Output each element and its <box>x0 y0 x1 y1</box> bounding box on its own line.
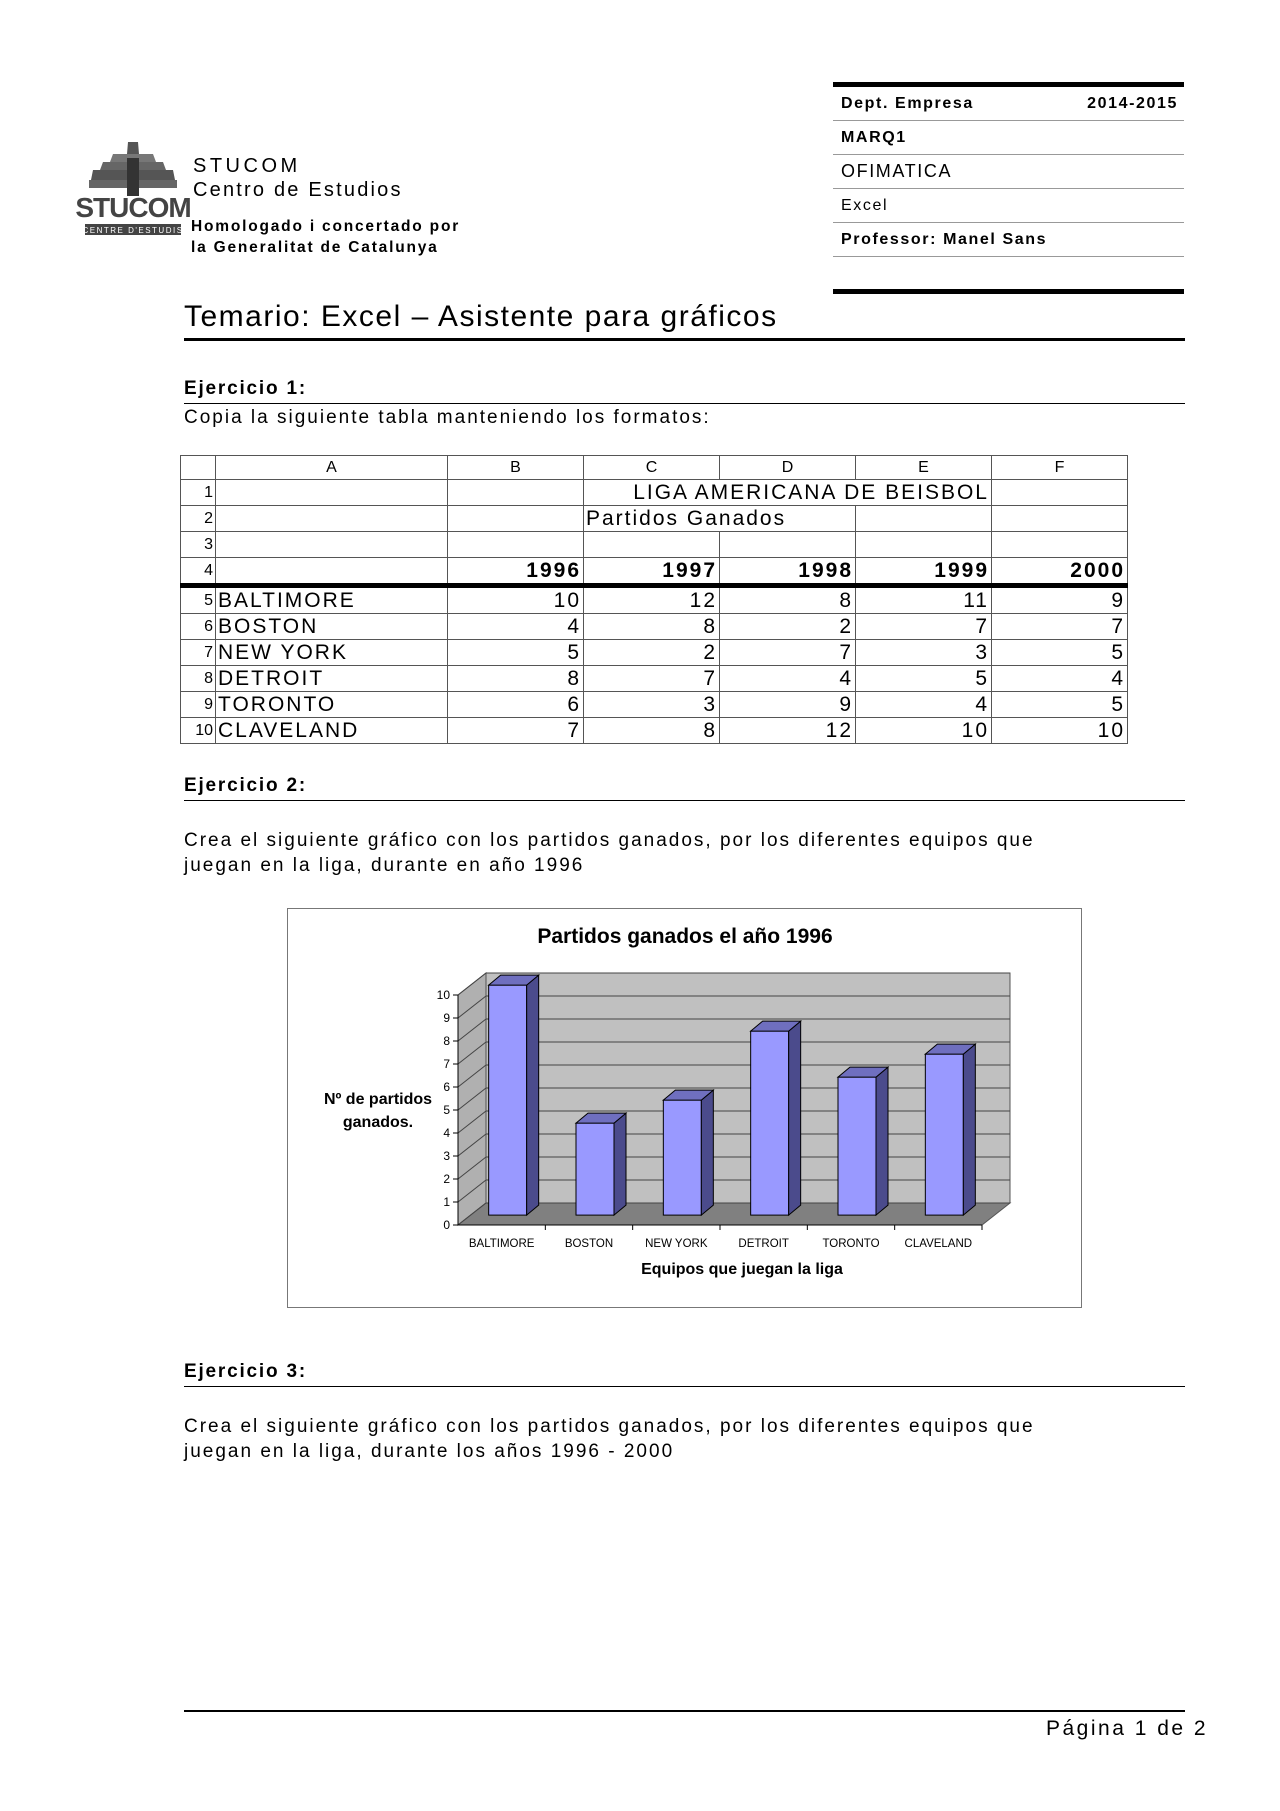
y-tick-label: 2 <box>443 1172 450 1186</box>
x-axis-label: Equipos que juegan la liga <box>641 1261 843 1278</box>
page-title: Temario: Excel – Asistente para gráficos <box>184 300 778 333</box>
wins-cell: 5 <box>856 666 992 692</box>
sheet-row-3: 3 <box>181 532 1128 558</box>
title-underline <box>184 338 1185 341</box>
column-header: E <box>856 456 992 480</box>
wins-cell: 12 <box>720 718 856 744</box>
wins-cell: 8 <box>584 718 720 744</box>
team-row <box>181 692 1128 718</box>
bar-chart <box>287 908 1082 1308</box>
y-axis-label: Nº de partidos <box>323 1091 433 1108</box>
exercise-1-rule <box>184 403 1185 404</box>
team-name: TORONTO <box>216 692 448 718</box>
bar <box>925 1054 963 1215</box>
team-name: BALTIMORE <box>216 586 448 614</box>
course-info-box <box>833 82 1184 294</box>
y-tick-label: 6 <box>443 1080 450 1094</box>
wins-cell: 3 <box>856 640 992 666</box>
wins-cell: 4 <box>992 666 1128 692</box>
year-cell: 1996 <box>448 558 584 586</box>
wins-cell: 6 <box>448 692 584 718</box>
wins-cell: 8 <box>720 586 856 614</box>
bar-side <box>701 1090 713 1215</box>
team-row <box>181 666 1128 692</box>
team-row <box>181 614 1128 640</box>
wins-cell: 10 <box>856 718 992 744</box>
homologation-line-1: Homologado i concertado por <box>191 218 461 235</box>
y-tick-label: 3 <box>443 1149 450 1163</box>
info-row-topic <box>833 189 1184 223</box>
exercise-1-text: Copia la siguiente tabla manteniendo los formatos: <box>184 407 711 428</box>
wins-cell: 2 <box>584 640 720 666</box>
info-row-dept <box>833 87 1184 121</box>
page-number: Página 1 de 2 <box>1046 1717 1209 1740</box>
chart-svg <box>288 909 1081 1307</box>
wins-cell: 8 <box>448 666 584 692</box>
dept-label: Dept. Empresa <box>841 94 974 112</box>
y-tick-label: 1 <box>443 1195 450 1209</box>
league-subtitle: Partidos Ganados <box>584 506 856 532</box>
x-tick-label: TORONTO <box>822 1238 880 1250</box>
wins-cell: 10 <box>992 718 1128 744</box>
team-row <box>181 586 1128 614</box>
wins-cell: 11 <box>856 586 992 614</box>
team-row <box>181 640 1128 666</box>
wins-cell: 3 <box>584 692 720 718</box>
team-name: BOSTON <box>216 614 448 640</box>
column-header: F <box>992 456 1128 480</box>
x-tick-label: DETROIT <box>738 1238 789 1250</box>
topic-label: Excel <box>841 196 889 214</box>
bar <box>576 1123 614 1215</box>
spreadsheet-table <box>180 455 1128 744</box>
exercise-2-rule <box>184 800 1185 801</box>
exercise-3-line-1: Crea el siguiente gráfico con los partidos ganados, por los diferentes equipos que <box>184 1416 1035 1437</box>
wins-cell: 12 <box>584 586 720 614</box>
brand-name: STUCOM <box>193 155 301 177</box>
row-number: 7 <box>181 640 216 666</box>
y-tick-label: 10 <box>436 988 450 1002</box>
year-cell: 2000 <box>992 558 1128 586</box>
wins-cell: 5 <box>992 692 1128 718</box>
wins-cell: 8 <box>584 614 720 640</box>
wins-cell: 5 <box>448 640 584 666</box>
y-tick-label: 7 <box>443 1057 450 1071</box>
wins-cell: 2 <box>720 614 856 640</box>
wins-cell: 7 <box>584 666 720 692</box>
info-bottom-bar <box>833 289 1184 294</box>
wins-cell: 4 <box>856 692 992 718</box>
homologation-line-2: la Generalitat de Catalunya <box>191 239 439 256</box>
column-header: A <box>216 456 448 480</box>
logo-text: STUCOM <box>75 192 191 223</box>
wins-cell: 4 <box>448 614 584 640</box>
row-number: 9 <box>181 692 216 718</box>
sheet-row-1: 1 LIGA AMERICANA DE BEISBOL <box>181 480 1128 506</box>
professor-label: Professor: Manel Sans <box>841 230 1048 248</box>
y-axis-label: ganados. <box>342 1114 414 1131</box>
wins-cell: 10 <box>448 586 584 614</box>
column-header: C <box>584 456 720 480</box>
y-tick-label: 0 <box>443 1218 450 1232</box>
row-number: 6 <box>181 614 216 640</box>
bar-side <box>876 1067 888 1215</box>
footer-rule <box>184 1710 1185 1712</box>
info-row-professor <box>833 223 1184 257</box>
course-code: MARQ1 <box>841 128 907 146</box>
year-cell: 1999 <box>856 558 992 586</box>
stucom-logo <box>75 140 191 243</box>
exercise-2-line-2: juegan en la liga, durante en año 1996 <box>184 855 585 876</box>
exercise-3-line-2: juegan en la liga, durante los años 1996 - 2000 <box>184 1441 675 1462</box>
info-row-code <box>833 121 1184 155</box>
x-tick-label: BOSTON <box>564 1238 614 1250</box>
column-header: B <box>448 456 584 480</box>
y-tick-label: 8 <box>443 1034 450 1048</box>
year-label: 2014-2015 <box>1087 94 1178 112</box>
sheet-row-4-years: 4 1996 1997 1998 1999 2000 <box>181 558 1128 586</box>
league-title: LIGA AMERICANA DE BEISBOL <box>584 480 992 506</box>
corner-cell <box>181 456 216 480</box>
y-tick-label: 5 <box>443 1103 450 1117</box>
wins-cell: 9 <box>992 586 1128 614</box>
wins-cell: 7 <box>448 718 584 744</box>
wins-cell: 9 <box>720 692 856 718</box>
x-tick-label: BALTIMORE <box>468 1238 535 1250</box>
chart-title: Partidos ganados el año 1996 <box>537 925 833 948</box>
bar-side <box>527 975 539 1215</box>
bar-side <box>963 1044 975 1215</box>
row-number: 10 <box>181 718 216 744</box>
exercise-2-heading: Ejercicio 2: <box>184 775 307 796</box>
wins-cell: 7 <box>720 640 856 666</box>
x-tick-label: NEW YORK <box>645 1238 708 1250</box>
logo-subtext: CENTRE D'ESTUDIS <box>82 226 184 235</box>
exercise-1-heading: Ejercicio 1: <box>184 378 307 399</box>
column-header-row <box>181 456 1128 480</box>
wins-cell: 7 <box>856 614 992 640</box>
year-cell: 1998 <box>720 558 856 586</box>
bar-side <box>789 1021 801 1215</box>
subject-label: OFIMATICA <box>841 161 953 181</box>
wins-cell: 4 <box>720 666 856 692</box>
bar <box>489 985 527 1215</box>
exercise-3-heading: Ejercicio 3: <box>184 1361 307 1382</box>
year-cell: 1997 <box>584 558 720 586</box>
exercise-3-rule <box>184 1386 1185 1387</box>
y-tick-label: 4 <box>443 1126 450 1140</box>
sheet-row-2: 2 Partidos Ganados <box>181 506 1128 532</box>
y-tick-label: 9 <box>443 1011 450 1025</box>
row-number: 8 <box>181 666 216 692</box>
wins-cell: 7 <box>992 614 1128 640</box>
bar <box>838 1077 876 1215</box>
team-name: NEW YORK <box>216 640 448 666</box>
bar-side <box>614 1113 626 1215</box>
brand-subtitle: Centro de Estudios <box>193 179 403 201</box>
exercise-2-line-1: Crea el siguiente gráfico con los partidos ganados, por los diferentes equipos que <box>184 830 1035 851</box>
team-row <box>181 718 1128 744</box>
info-row-subject <box>833 155 1184 189</box>
team-name: CLAVELAND <box>216 718 448 744</box>
row-number: 5 <box>181 586 216 614</box>
bar <box>663 1100 701 1215</box>
x-tick-label: CLAVELAND <box>904 1238 973 1250</box>
column-header: D <box>720 456 856 480</box>
bar <box>751 1031 789 1215</box>
wins-cell: 5 <box>992 640 1128 666</box>
team-rows <box>181 586 1128 744</box>
team-name: DETROIT <box>216 666 448 692</box>
